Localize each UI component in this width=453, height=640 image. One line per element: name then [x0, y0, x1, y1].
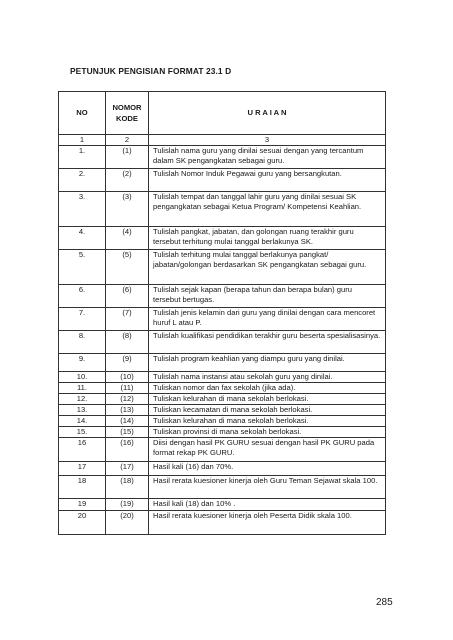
row-description: Tulislah nama guru yang dinilai sesuai dengan yang tercantum dalam SK pengangkatan sebagai guru.	[149, 146, 386, 169]
row-code: (2)	[106, 169, 149, 192]
row-number: 16	[59, 438, 106, 462]
row-code: (19)	[106, 499, 149, 511]
row-number: 20	[59, 511, 106, 535]
table-row	[59, 476, 386, 499]
table-body	[59, 146, 386, 535]
row-number: 12.	[59, 394, 106, 405]
row-number: 3.	[59, 192, 106, 227]
row-number: 15.	[59, 427, 106, 438]
document-title: PETUNJUK PENGISIAN FORMAT 23.1 D	[70, 66, 232, 76]
table-row	[59, 192, 386, 227]
numbering-cell: 3	[149, 135, 386, 146]
numbering-cell: 1	[59, 135, 106, 146]
row-number: 7.	[59, 308, 106, 331]
header-nomor-kode: NOMOR KODE	[106, 92, 149, 135]
row-number: 17	[59, 462, 106, 476]
row-number: 2.	[59, 169, 106, 192]
row-code: (16)	[106, 438, 149, 462]
row-description: Diisi dengan hasil PK GURU sesuai dengan hasil PK GURU pada format rekap PK GURU.	[149, 438, 386, 462]
table-row	[59, 354, 386, 372]
table-row	[59, 394, 386, 405]
row-number: 1.	[59, 146, 106, 169]
table-header-row	[59, 92, 386, 135]
row-code: (15)	[106, 427, 149, 438]
row-description: Tulislah sejak kapan (berapa tahun dan berapa bulan) guru tersebut bertugas.	[149, 285, 386, 308]
table-row	[59, 416, 386, 427]
row-code: (6)	[106, 285, 149, 308]
row-code: (18)	[106, 476, 149, 499]
row-description: Tulislah tempat dan tanggal lahir guru yang dinilai sesuai SK pengangkatan sebagai Ketua Program/ Kompetensi Keahlian.	[149, 192, 386, 227]
table-row	[59, 462, 386, 476]
row-description: Tulislah pangkat, jabatan, dan golongan ruang terakhir guru tersebut terhitung mulai tanggal berlakunya SK.	[149, 227, 386, 250]
row-code: (4)	[106, 227, 149, 250]
row-description: Tuliskan kecamatan di mana sekolah berlokasi.	[149, 405, 386, 416]
table-row	[59, 499, 386, 511]
row-code: (11)	[106, 383, 149, 394]
instruction-table	[58, 91, 386, 535]
row-description: Tuliskan nomor dan fax sekolah (jika ada).	[149, 383, 386, 394]
table-row	[59, 308, 386, 331]
row-code: (7)	[106, 308, 149, 331]
row-number: 6.	[59, 285, 106, 308]
table-row	[59, 227, 386, 250]
table-row	[59, 250, 386, 285]
row-description: Tulislah Nomor Induk Pegawai guru yang bersangkutan.	[149, 169, 386, 192]
table-row	[59, 405, 386, 416]
row-number: 14.	[59, 416, 106, 427]
row-number: 8.	[59, 331, 106, 354]
row-description: Tuliskan kelurahan di mana sekolah berlokasi.	[149, 394, 386, 405]
row-number: 4.	[59, 227, 106, 250]
row-code: (10)	[106, 372, 149, 383]
table-row	[59, 285, 386, 308]
row-number: 9.	[59, 354, 106, 372]
row-description: Hasil rerata kuesioner kinerja oleh Guru Teman Sejawat skala 100.	[149, 476, 386, 499]
table-row	[59, 146, 386, 169]
header-no: NO	[59, 92, 106, 135]
table-row	[59, 331, 386, 354]
row-number: 19	[59, 499, 106, 511]
row-number: 5.	[59, 250, 106, 285]
row-number: 11.	[59, 383, 106, 394]
table-row	[59, 511, 386, 535]
row-code: (8)	[106, 331, 149, 354]
row-description: Tulislah program keahlian yang diampu guru yang dinilai.	[149, 354, 386, 372]
row-description: Hasil rerata kuesioner kinerja oleh Peserta Didik skala 100.	[149, 511, 386, 535]
row-description: Hasil kali (18) dan 10% .	[149, 499, 386, 511]
page-number: 285	[376, 597, 393, 608]
row-code: (9)	[106, 354, 149, 372]
row-number: 10.	[59, 372, 106, 383]
row-code: (12)	[106, 394, 149, 405]
table-row	[59, 169, 386, 192]
numbering-cell: 2	[106, 135, 149, 146]
row-code: (17)	[106, 462, 149, 476]
table-row	[59, 372, 386, 383]
table-row	[59, 427, 386, 438]
row-number: 18	[59, 476, 106, 499]
table-row	[59, 383, 386, 394]
row-code: (14)	[106, 416, 149, 427]
row-code: (20)	[106, 511, 149, 535]
row-code: (3)	[106, 192, 149, 227]
row-description: Tuliskan provinsi di mana sekolah berlokasi.	[149, 427, 386, 438]
row-description: Hasil kali (16) dan 70%.	[149, 462, 386, 476]
row-code: (5)	[106, 250, 149, 285]
row-description: Tulislah jenis kelamin dari guru yang dinilai dengan cara mencoret huruf L atau P.	[149, 308, 386, 331]
row-number: 13.	[59, 405, 106, 416]
header-uraian: U R A I A N	[149, 92, 386, 135]
row-description: Tulislah nama instansi atau sekolah guru yang dinilai.	[149, 372, 386, 383]
row-description: Tulislah kualifikasi pendidikan terakhir guru beserta spesialisasinya.	[149, 331, 386, 354]
table-row	[59, 438, 386, 462]
row-description: Tulislah terhitung mulai tanggal berlakunya pangkat/ jabatan/golongan berdasarkan SK pengangkatan sebagai guru.	[149, 250, 386, 285]
row-code: (1)	[106, 146, 149, 169]
row-description: Tuliskan kelurahan di mana sekolah berlokasi.	[149, 416, 386, 427]
row-code: (13)	[106, 405, 149, 416]
numbering-row	[59, 135, 386, 146]
